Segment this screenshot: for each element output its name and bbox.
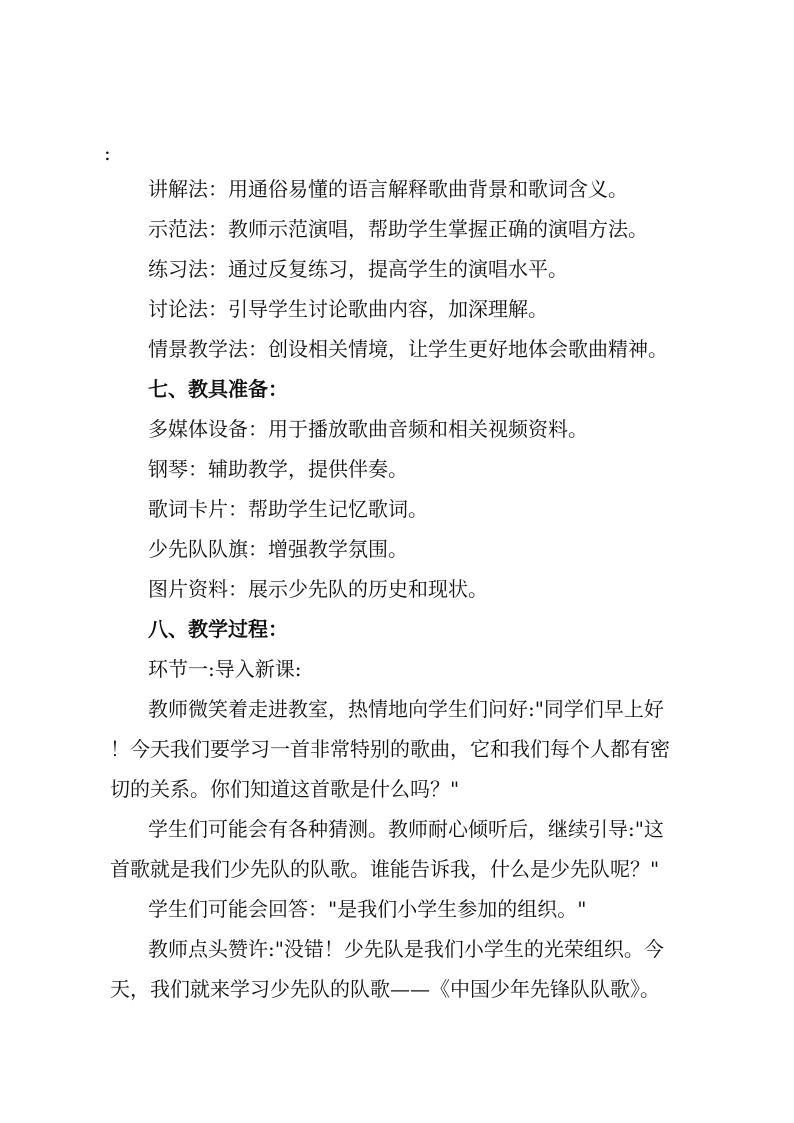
equipment-item: 歌词卡片：帮助学生记忆歌词。: [148, 497, 428, 521]
paragraph-line: 学生们可能会回答："是我们小学生参加的组织。": [148, 897, 587, 921]
paragraph-line: 学生们可能会有各种猜测。教师耐心倾听后，继续引导:"这: [148, 817, 664, 841]
method-item: 示范法：教师示范演唱，帮助学生掌握正确的演唱方法。: [148, 217, 648, 241]
paragraph-line: 教师微笑着走进教室，热情地向学生们问好:"同学们早上好: [148, 697, 664, 721]
equipment-item: 少先队队旗：增强教学氛围。: [148, 537, 408, 561]
paragraph-line: 天，我们就来学习少先队的队歌——《中国少年先锋队队歌》。: [110, 977, 660, 1001]
paragraph-line: 首歌就是我们少先队的队歌。谁能告诉我，什么是少先队呢？": [110, 857, 660, 881]
method-item: 讲解法：用通俗易懂的语言解释歌曲背景和歌词含义。: [148, 177, 628, 201]
method-item: 讨论法：引导学生讨论歌曲内容，加深理解。: [148, 297, 548, 321]
method-item: 情景教学法：创设相关情境，让学生更好地体会歌曲精神。: [148, 337, 668, 361]
leading-colon: :: [104, 141, 111, 165]
section-heading-8: 八、教学过程：: [148, 617, 288, 641]
equipment-item: 多媒体设备：用于播放歌曲音频和相关视频资料。: [148, 417, 588, 441]
paragraph-line: 教师点头赞许:"没错！少先队是我们小学生的光荣组织。今: [148, 937, 664, 961]
method-item: 练习法：通过反复练习，提高学生的演唱水平。: [148, 257, 568, 281]
paragraph-line: 切的关系。你们知道这首歌是什么吗？": [110, 777, 460, 801]
equipment-item: 图片资料：展示少先队的历史和现状。: [148, 577, 488, 601]
section-heading-7: 七、教具准备：: [148, 377, 288, 401]
paragraph-line: ！今天我们要学习一首非常特别的歌曲，它和我们每个人都有密: [110, 737, 670, 761]
equipment-item: 钢琴：辅助教学，提供伴奏。: [148, 457, 408, 481]
step-title: 环节一:导入新课:: [148, 657, 302, 681]
